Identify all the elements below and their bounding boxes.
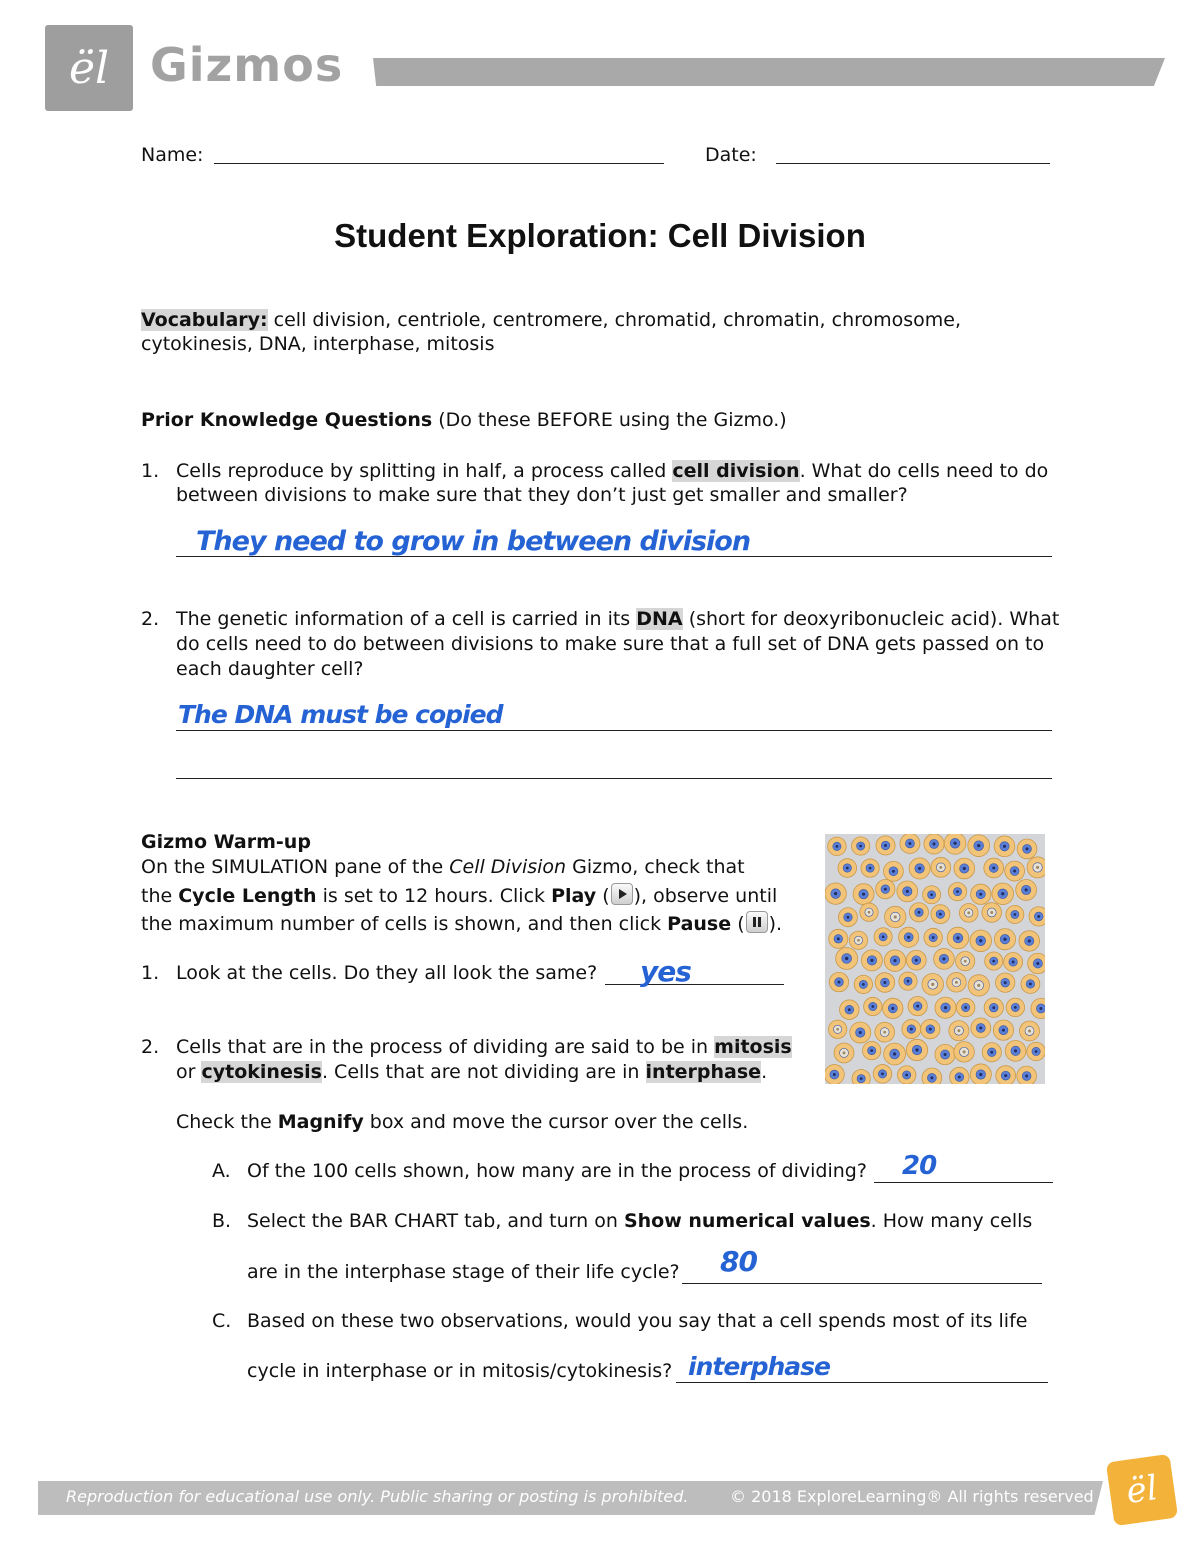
cell-graphic [897,881,918,902]
sub-question-a: Of the 100 cells shown, how many are in the process of dividing? [247,1160,867,1182]
cell-graphic [931,905,950,924]
warmup-l1-post: Gizmo, check that [572,856,745,878]
cell-graphic [959,903,978,922]
cell-graphic [948,882,966,900]
warmup-play: Play [551,885,597,907]
warmup-question-2 [176,1035,792,1059]
sub-c-handwritten-answer: interphase [688,1352,831,1381]
q1-text-pre: Cells reproduce by splitting in half, a process called [176,460,667,482]
cell-graphic [852,1069,870,1084]
cell-graphic [1017,1066,1037,1084]
warmup-line-3 [141,911,782,936]
warmup-question-2-line-2 [176,1060,767,1084]
prior-heading-note: (Do these BEFORE using the Gizmo.) [438,409,787,431]
cell-graphic [1027,1042,1045,1060]
cell-graphic [971,1018,991,1038]
cell-graphic [971,884,991,904]
cell-graphic [885,906,906,927]
q2-handwritten-answer: The DNA must be copied [178,700,503,729]
cell-graphic [854,975,872,993]
cell-graphic [863,1041,881,1059]
warmup-q1-handwritten-answer: yes [640,955,691,988]
cell-graphic [884,1043,906,1065]
q1-handwritten-answer: They need to grow in between division [196,526,751,557]
warmup-paren-open: ( [602,885,610,907]
cell-graphic [875,1022,895,1042]
cell-graphic [836,948,858,970]
question-number: 1. [141,460,160,482]
cell-graphic [924,834,944,854]
warmup-l1-pre: On the SIMULATION pane of the [141,856,444,878]
question-number: 2. [141,608,160,630]
cell-graphic [984,858,1004,878]
cell-graphic [828,1020,846,1038]
q2-text-pre: The genetic information of a cell is carried in its [176,608,631,630]
explorelearning-logo [1106,1454,1178,1526]
cell-graphic [956,952,975,971]
cell-graphic [861,950,882,971]
cell-graphic [908,996,927,1015]
cell-graphic [947,973,967,993]
cell-graphic [899,972,917,990]
cell-graphic [829,929,848,948]
warmup-line-2 [141,883,777,908]
q1-term: cell division [672,460,800,482]
cell-graphic [876,836,895,855]
cell-graphic [985,952,1003,970]
warmup-pause: Pause [667,913,732,935]
cell-graphic [900,834,920,853]
cell-graphic [852,837,870,855]
cell-graphic [950,1067,969,1084]
q1-text-post: . What do cells need to do [799,460,1049,482]
prior-question-1 [176,459,1048,483]
sub-b-pre: Select the BAR CHART tab, and turn on [247,1210,618,1232]
cell-graphic [850,1022,871,1043]
question-number: 2. [141,1036,160,1058]
cell-graphic [935,1044,955,1064]
cell-graphic [825,883,846,904]
sub-letter-a: A. [212,1160,231,1182]
sub-question-c-line-2: cycle in interphase or in mitosis/cytokinesis? [247,1360,673,1382]
page-title: Student Exploration: Cell Division [334,217,866,254]
q2-text-line-2: do cells need to do between divisions to make sure that a full set of DNA gets passed on to [176,633,1045,655]
warmup-q2-mitosis: mitosis [714,1036,792,1058]
cell-graphic [996,973,1015,992]
warmup-l1-em: Cell Division [449,856,567,878]
cell-graphic [922,974,944,996]
warmup-l3-c: ). [768,913,783,935]
pause-icon [746,911,768,933]
cell-graphic [996,1066,1016,1084]
warmup-l3-a: the maximum number of cells is shown, and then click [141,913,662,935]
sub-a-answer-line[interactable] [874,1182,1053,1183]
name-label: Name: [141,144,204,166]
warmup-paren-open: ( [737,913,745,935]
cell-graphic [921,1019,940,1038]
warmup-q1-answer-line[interactable] [605,984,784,985]
cell-graphic [954,858,975,879]
cell-graphic [899,927,919,947]
vocabulary-line-2: cytokinesis, DNA, interphase, mitosis [141,333,495,355]
cell-graphic [1027,857,1045,878]
cell-graphic [874,928,892,946]
cell-graphic [993,1020,1013,1040]
cell-graphic [838,859,857,878]
play-icon [611,883,633,905]
cell-graphic [1028,953,1045,973]
cell-graphic [923,886,941,904]
warmup-cycle-length: Cycle Length [178,885,317,907]
footer-copyright: © 2018 ExploreLearning® All rights reserved [730,1487,1094,1506]
magnify-instruction [176,1110,748,1134]
cell-graphic [935,997,956,1018]
logo-glyph: ël [68,42,110,94]
warmup-q2-end: . [761,1061,768,1083]
cell-graphic [829,972,848,991]
cell-graphic [970,1064,991,1084]
cell-graphic [934,949,955,970]
cell-graphic [897,1066,915,1084]
cell-graphic [864,997,882,1015]
cell-graphic [873,1065,892,1084]
cell-graphic [1004,952,1023,971]
cell-graphic [922,1068,942,1084]
cell-graphic [994,836,1015,857]
warmup-q2-interphase: interphase [645,1061,762,1083]
cell-graphic [1019,931,1040,952]
cell-graphic [884,950,906,972]
name-field[interactable] [214,163,664,164]
warmup-question-1: Look at the cells. Do they all look the same? [176,962,598,984]
cell-graphic [984,998,1003,1017]
cell-graphic [1005,861,1025,881]
cell-graphic [947,927,969,949]
prior-knowledge-heading [141,408,787,432]
sub-a-handwritten-answer: 20 [902,1151,937,1181]
gizmos-logo [45,25,133,111]
cell-graphic [970,930,992,952]
footer-logo-glyph: ël [1123,1468,1161,1512]
cell-graphic [849,931,867,949]
warmup-line-1 [141,855,745,879]
vocabulary-label: Vocabulary: [141,309,268,331]
cell-graphic [906,1039,927,1060]
cell-graphic [883,998,903,1018]
cell-graphic [828,837,846,855]
date-field[interactable] [776,163,1050,164]
q2-answer-line-2[interactable] [176,778,1052,779]
cell-graphic [834,1043,854,1063]
cell-graphic [992,883,1014,905]
brand-name: Gizmos [150,38,344,92]
cell-graphic [1021,974,1040,993]
cell-graphic [954,1042,974,1062]
sub-b-term: Show numerical values [623,1210,871,1232]
warmup-l2-e: ), observe until [633,885,778,907]
cell-graphic [876,879,895,898]
cell-graphic [909,858,930,879]
cell-graphic [902,1020,921,1039]
cell-graphic [853,884,874,905]
cell-graphic [906,950,926,970]
warmup-q2-cytokinesis: cytokinesis [201,1061,322,1083]
q2-answer-line-1[interactable] [176,730,1052,731]
cell-graphic [909,903,928,922]
warmup-l2-a: the [141,885,173,907]
sub-b-handwritten-answer: 80 [720,1245,757,1278]
q2-term: DNA [636,608,683,630]
q1-text-line-2: between divisions to make sure that they don’t just get smaller and smaller? [176,484,908,506]
warmup-heading: Gizmo Warm-up [141,831,311,853]
cell-graphic [1017,839,1037,859]
sub-c-answer-line[interactable] [676,1382,1048,1383]
cell-graphic [982,903,1002,923]
cell-graphic [875,973,895,993]
q2-text-line-3: each daughter cell? [176,658,364,680]
cell-graphic [944,834,966,854]
cell-graphic [924,928,942,946]
cell-graphic [1006,998,1024,1016]
cell-graphic [949,1021,969,1041]
header-bar [373,58,1165,86]
sub-question-c: Based on these two observations, would you say that a cell spends most of its life [247,1310,1028,1332]
cell-graphic [860,903,878,921]
warmup-q2-or: or [176,1061,196,1083]
cell-simulation-image [825,834,1045,1084]
magnify-pre: Check the [176,1111,272,1133]
cell-graphic [1020,1021,1040,1041]
date-label: Date: [705,144,757,166]
cell-graphic [931,857,951,877]
cell-graphic [840,1000,860,1020]
cell-graphic [825,1065,844,1084]
warmup-l2-c: is set to 12 hours. Click [322,885,546,907]
magnify-term: Magnify [277,1111,364,1133]
warmup-q2-pre: Cells that are in the process of dividing are said to be in [176,1036,709,1058]
cell-graphic [956,998,975,1017]
cell-graphic [968,975,989,996]
prior-heading-text: Prior Knowledge Questions [141,409,433,431]
prior-question-2 [176,607,1059,631]
vocabulary-line-1: cell division, centriole, centromere, chromatid, chromatin, chromosome, [273,309,962,331]
sub-letter-c: C. [212,1310,232,1332]
cell-graphic [1005,1040,1026,1061]
vocabulary [141,308,961,332]
sub-b-post: . How many cells [870,1210,1033,1232]
warmup-q2-mid: . Cells that are not dividing are in [321,1061,640,1083]
cell-graphic [861,859,879,877]
sub-b-answer-line[interactable] [682,1283,1042,1284]
cell-graphic [839,908,858,927]
question-number: 1. [141,962,160,984]
q2-text-post: (short for deoxyribonucleic acid). What [688,608,1060,630]
cell-graphic [1006,905,1024,923]
cell-graphic [1029,907,1045,926]
sub-letter-b: B. [212,1210,232,1232]
sub-question-b [247,1209,1032,1233]
cell-graphic [883,861,903,881]
cell-graphic [994,929,1015,950]
sub-question-b-line-2: are in the interphase stage of their life cycle? [247,1261,680,1283]
magnify-post: box and move the cursor over the cells. [369,1111,749,1133]
cell-graphic [968,835,990,857]
cell-graphic [1016,880,1037,901]
cell-graphic [982,1043,1001,1062]
footer-disclaimer: Reproduction for educational use only. Public sharing or posting is prohibited. [66,1487,689,1506]
